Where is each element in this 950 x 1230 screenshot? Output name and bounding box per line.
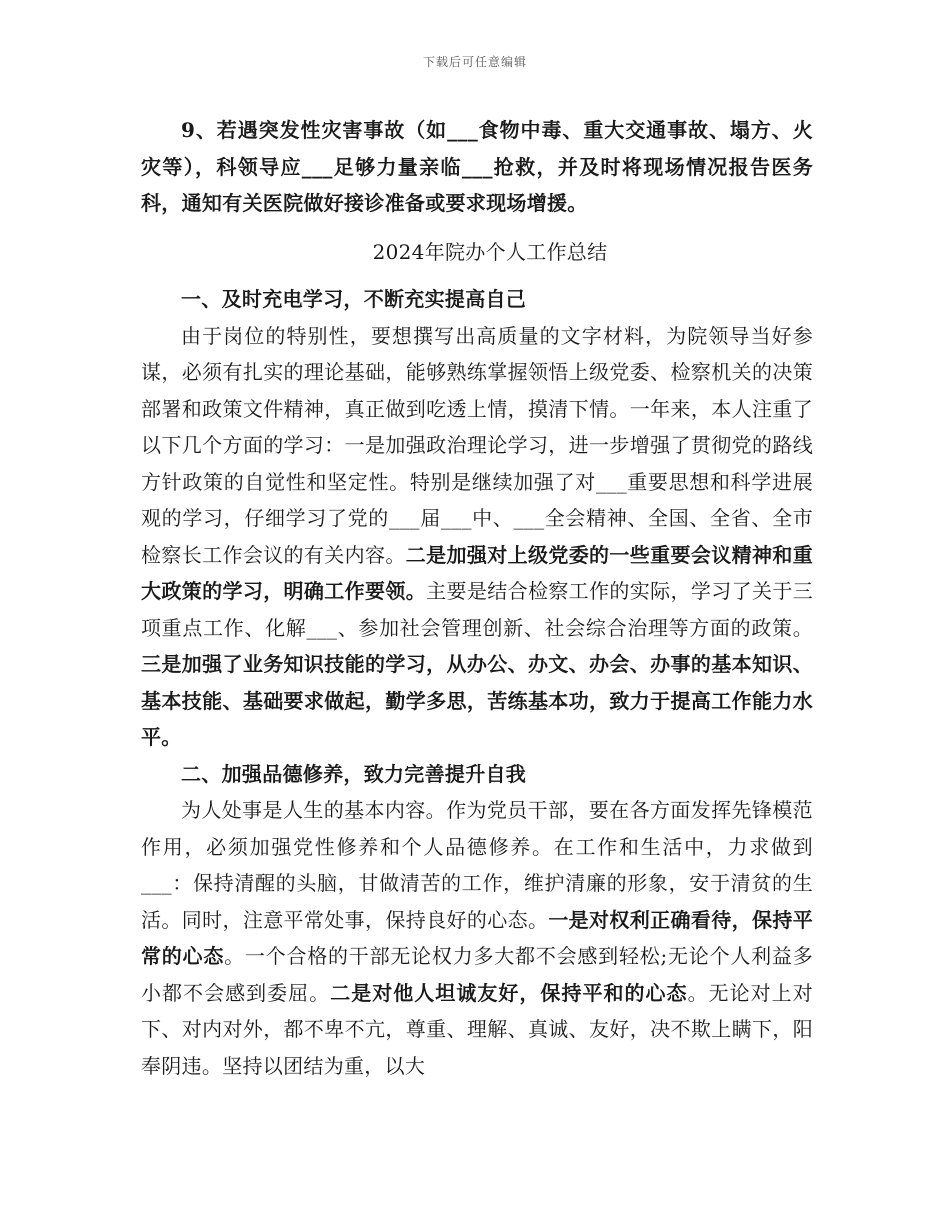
section-1-text: 由于岗位的特别性，要想撰写出高质量的文字材料，为院领导当好参谋，必须有扎实的理论基础，能够熟练掌握领悟上级党委、检察机关的决策部署和政策文件精神，真正做到吃透上情，摸清下情。一年来，本人注重了以下几个方面的学习：一是加强政治理论学习，进一步增强了贯彻党的路线方针政策的自觉性和坚定性。特别是继续加强了对___重要思想和科学进展观的学习，仔细学习了党的___届___中、___全会精神、全国、全省、全市检察长工作会议的有关内容。 [141, 323, 813, 567]
section-2-text-c: 。无论对上对下、对内对外，都不卑不亢，尊重、理解、真诚、友好，决不欺上瞒下，阳奉阴违。坚持以团结为重，以大 [141, 980, 813, 1078]
document-title: 2024年院办个人工作总结 [372, 239, 608, 264]
section-2-paragraph [141, 792, 813, 1084]
section-1-paragraph [141, 318, 813, 756]
section-2-bold-point-1: 一是对权利正确看待，保持平常的心态 [141, 907, 813, 968]
document-body [141, 112, 813, 1084]
section-1-text-tail: 主要是结合检察工作的实际，学习了关于三项重点工作、化解___、参加社会管理创新、社会综合治理等方面的政策。 [141, 579, 814, 640]
section-2-text-b: 。一个合格的干部无论权力多大都不会感到轻松;无论个人利益多小都不会感到委屈。 [141, 944, 814, 1005]
page-header-note: 下载后可任意编辑 [422, 55, 527, 69]
section-1-heading: 一、及时充电学习，不断充实提高自己 [181, 287, 527, 311]
section-2-bold-point-2: 二是对他人坦诚友好，保持平和的心态 [330, 980, 688, 1005]
section-1-bold-point-3: 三是加强了业务知识技能的学习，从办公、办文、办会、办事的基本知识、基本技能、基础要求做起，勤学多思，苦练基本功，致力于提高工作能力水平。 [141, 652, 813, 749]
section-2-heading: 二、加强品德修养，致力完善提升自我 [181, 761, 527, 786]
section-2-text-a: 为人处事是人生的基本内容。作为党员干部，要在各方面发挥先锋模范作用，必须加强党性修养和个人品德修养。在工作和生活中，力求做到___：保持清醒的头脑，甘做清苦的工作，维护清廉的形象，安于清贫的生活。同时，注意平常处事，保持良好的心态。 [141, 798, 813, 932]
section-1-bold-point-2: 二是加强对上级党委的一些重要会议精神和重大政策的学习，明确工作要领。 [141, 542, 814, 603]
item-9-paragraph: 9、若遇突发性灾害事故（如___食物中毒、重大交通事故、塌方、火灾等），科领导应___足够力量亲临___抢救，并及时将现场情况报告医务科，通知有关医院做好接诊准备或要求现场增援。 [141, 118, 813, 215]
